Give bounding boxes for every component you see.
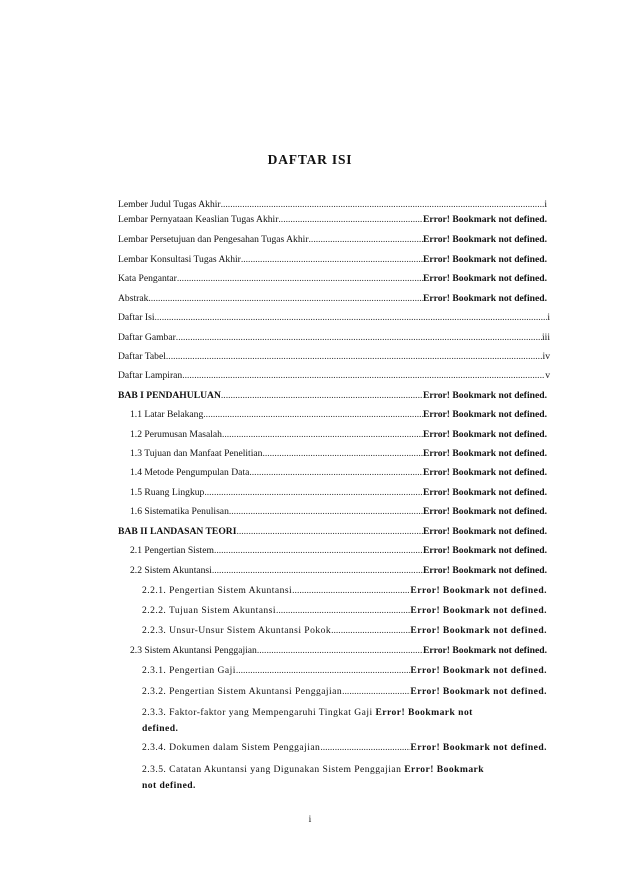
- toc-entry-page: Error! Bookmark not defined.: [410, 625, 547, 636]
- dot-leader: [276, 605, 410, 617]
- toc-subentry-wrapped[interactable]: [142, 705, 547, 737]
- toc-entry-label: 2.2.2. Tujuan Sistem Akuntansi: [142, 605, 276, 616]
- toc-entry-page: i: [547, 312, 550, 323]
- dot-leader: [236, 665, 411, 677]
- dot-leader: [257, 645, 423, 657]
- toc-subentry-wrapped[interactable]: [142, 762, 547, 794]
- dot-leader: [221, 390, 423, 402]
- toc-entry-label: Lembar Konsultasi Tugas Akhir: [118, 254, 241, 265]
- page-number: i: [308, 814, 312, 825]
- toc-entry-page: Error! Bookmark not defined.: [410, 686, 547, 697]
- dot-leader: [292, 585, 410, 597]
- toc-entry-label: 2.2 Sistem Akuntansi: [130, 565, 212, 576]
- toc-entry-label: 2.3.1. Pengertian Gaji: [142, 665, 236, 676]
- toc-entry-label: Lembar Persetujuan dan Pengesahan Tugas Akhir: [118, 234, 309, 245]
- toc-entry-label: 2.2.1. Pengertian Sistem Akuntansi: [142, 585, 293, 596]
- dot-leader: [155, 312, 548, 324]
- dot-leader: [214, 545, 423, 557]
- toc-entry[interactable]: [130, 487, 547, 499]
- toc-entry-label: 2.3.2. Pengertian Sistem Akuntansi Penggajian: [142, 686, 343, 697]
- toc-entry-page: Error! Bookmark not defined.: [422, 487, 547, 498]
- toc-entry-label: 2.3.5. Catatan Akuntansi yang Digunakan Sistem Penggajian: [142, 764, 402, 775]
- toc-subentry[interactable]: [142, 665, 547, 677]
- toc-subentry[interactable]: [142, 625, 547, 637]
- toc-entry[interactable]: [118, 214, 547, 226]
- dot-leader: [249, 467, 423, 479]
- toc-subentry[interactable]: [142, 742, 547, 754]
- dot-leader: [204, 487, 423, 499]
- toc-entry-label: Lember Judul Tugas Akhir: [118, 199, 221, 210]
- dot-leader: [320, 742, 410, 754]
- dot-leader: [309, 234, 423, 246]
- toc-entry-label: 2.3.4. Dokumen dalam Sistem Penggajian: [142, 742, 321, 753]
- toc-entry-label: 2.3.3. Faktor-faktor yang Mempengaruhi Tingkat Gaji: [142, 707, 373, 718]
- toc-entry-page: Error! Bookmark not defined.: [422, 429, 547, 440]
- toc-entry-page: Error! Bookmark not defined.: [422, 293, 547, 304]
- dot-leader: [182, 370, 545, 382]
- toc-entry-page: Error! Bookmark not defined.: [410, 742, 547, 753]
- dot-leader: [236, 526, 423, 538]
- dot-leader: [166, 351, 543, 363]
- toc-entry-page: Error! Bookmark not defined.: [410, 605, 547, 616]
- toc-entry-label: 1.5 Ruang Lingkup: [130, 487, 205, 498]
- toc-entry-page-continued: not defined.: [142, 780, 196, 791]
- toc-chapter[interactable]: [118, 526, 547, 538]
- toc-entry[interactable]: [118, 370, 550, 382]
- toc-entry-page: Error! Bookmark not defined.: [422, 526, 547, 537]
- toc-entry[interactable]: [130, 645, 547, 657]
- toc-subentry[interactable]: [142, 585, 547, 597]
- toc-entry-label: 1.1 Latar Belakang: [130, 409, 204, 420]
- toc-entry-label: 1.3 Tujuan dan Manfaat Penelitian: [130, 448, 263, 459]
- toc-entry-label: Abstrak: [118, 293, 149, 304]
- toc-subentry[interactable]: [142, 605, 547, 617]
- toc-entry[interactable]: [118, 293, 547, 305]
- dot-leader: [331, 625, 410, 637]
- toc-entry-label: 1.4 Metode Pengumpulan Data: [130, 467, 250, 478]
- toc-entry-page: iv: [542, 351, 550, 362]
- toc-entry-label: Daftar Tabel: [118, 351, 166, 362]
- toc-entry-label: 1.2 Perumusan Masalah: [130, 429, 222, 440]
- dot-leader: [222, 429, 423, 441]
- toc-entry-page: Error! Bookmark not defined.: [422, 390, 547, 401]
- toc-entry-page: v: [545, 370, 550, 381]
- toc-entry-page: Error! Bookmark not defined.: [422, 273, 547, 284]
- toc-subentry[interactable]: [142, 686, 547, 698]
- toc-entry-label: 1.6 Sistematika Penulisan: [130, 506, 229, 517]
- dot-leader: [177, 273, 423, 285]
- toc-entry[interactable]: [118, 273, 547, 285]
- toc-entry[interactable]: [130, 409, 547, 421]
- toc-entry-page: Error! Bookmark not defined.: [422, 234, 547, 245]
- toc-entry[interactable]: [118, 312, 550, 324]
- page-title: DAFTAR ISI: [267, 152, 353, 167]
- toc-entry-page: Error! Bookmark not defined.: [410, 585, 547, 596]
- dot-leader: [342, 686, 410, 698]
- toc-entry-label: 2.3 Sistem Akuntansi Penggajian: [130, 645, 257, 656]
- toc-entry[interactable]: [118, 199, 547, 211]
- dot-leader: [212, 565, 423, 577]
- toc-entry-page: i: [544, 199, 547, 210]
- toc-entry-page: Error! Bookmark not defined.: [422, 214, 547, 225]
- toc-entry-label: Lembar Pernyataan Keaslian Tugas Akhir: [118, 214, 279, 225]
- toc-entry-page: iii: [542, 332, 550, 343]
- toc-entry[interactable]: [118, 254, 547, 266]
- dot-leader: [221, 199, 545, 211]
- toc-entry-label: Daftar Isi: [118, 312, 155, 323]
- toc-entry-page: Error! Bookmark not defined.: [422, 467, 547, 478]
- toc-entry[interactable]: [118, 234, 547, 246]
- toc-entry[interactable]: [130, 467, 547, 479]
- toc-entry-page: Error! Bookmark: [404, 764, 485, 775]
- toc-entry[interactable]: [130, 429, 547, 441]
- toc-chapter[interactable]: [118, 390, 547, 402]
- toc-entry-label: Daftar Lampiran: [118, 370, 183, 381]
- toc-entry-label: 2.1 Pengertian Sistem: [130, 545, 214, 556]
- toc-entry-page: Error! Bookmark not defined.: [422, 448, 547, 459]
- dot-leader: [278, 214, 423, 226]
- toc-entry[interactable]: [130, 565, 547, 577]
- dot-leader: [229, 506, 423, 518]
- toc-entry-page: Error! Bookmark not defined.: [422, 254, 547, 265]
- toc-entry[interactable]: [130, 545, 547, 557]
- toc-entry[interactable]: [118, 351, 550, 363]
- toc-entry-page: Error! Bookmark not defined.: [422, 409, 547, 420]
- toc-entry-page: Error! Bookmark not defined.: [422, 565, 547, 576]
- toc-entry-page-continued: defined.: [142, 723, 179, 734]
- toc-entry-label: BAB II LANDASAN TEORI: [118, 526, 237, 537]
- toc-entry-label: Kata Pengantar: [118, 273, 177, 284]
- toc-entry-page: Error! Bookmark not defined.: [422, 645, 547, 656]
- toc-entry-page: Error! Bookmark not defined.: [410, 665, 547, 676]
- dot-leader: [241, 254, 423, 266]
- dot-leader: [176, 332, 542, 344]
- toc-entry-page: Error! Bookmark not: [375, 707, 473, 718]
- toc-entry-label: Daftar Gambar: [118, 332, 176, 343]
- toc-entry[interactable]: [130, 448, 547, 460]
- dot-leader: [203, 409, 423, 421]
- toc-entry[interactable]: [118, 332, 550, 344]
- toc-entry-page: Error! Bookmark not defined.: [422, 545, 547, 556]
- dot-leader: [262, 448, 423, 460]
- dot-leader: [148, 293, 423, 305]
- toc-entry-label: BAB I PENDAHULUAN: [118, 390, 221, 401]
- toc-entry[interactable]: [130, 506, 547, 518]
- toc-entry-page: Error! Bookmark not defined.: [422, 506, 547, 517]
- toc-entry-label: 2.2.3. Unsur-Unsur Sistem Akuntansi Pokok: [142, 625, 332, 636]
